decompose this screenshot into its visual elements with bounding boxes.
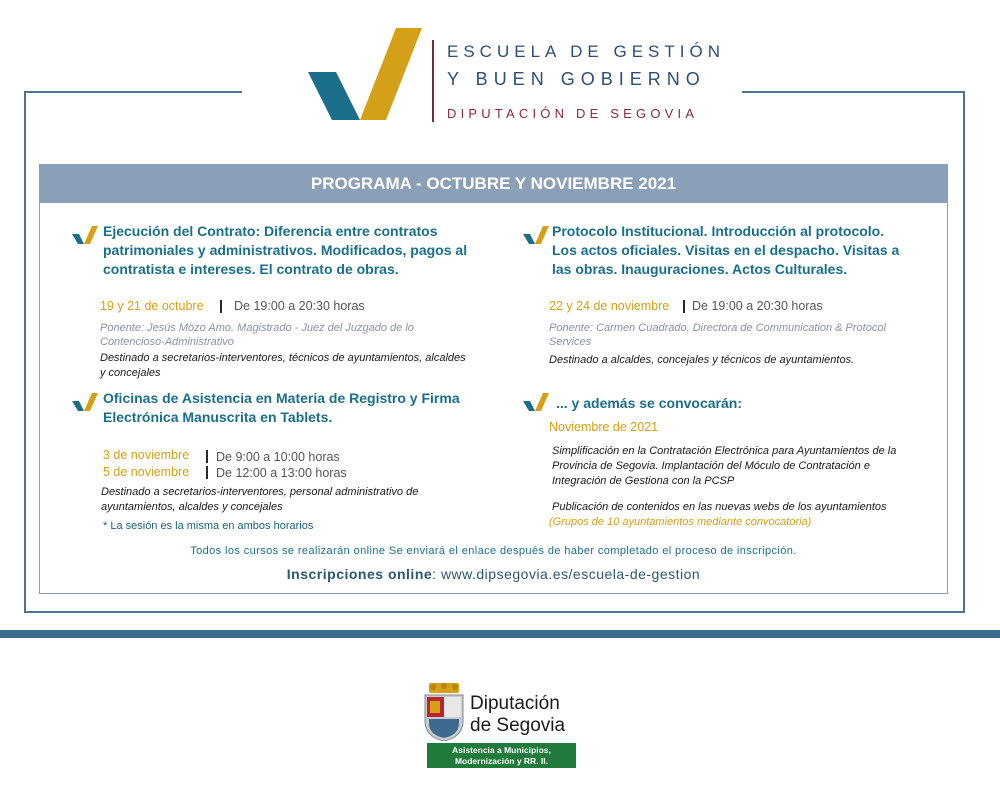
frame-line bbox=[24, 91, 26, 613]
extra-item: Simplificación en la Contratación Electrónica para Ayuntamientos de la Provincia de Segovia. Implantación del Móculo de Contratación e Integración de Gestiona con la PCSP bbox=[552, 445, 897, 487]
diputacion-name-line1: Diputación bbox=[470, 693, 560, 714]
course-target: Destinado a secretarios-interventores, personal administrativo de ayuntamientos, alcaldes y concejales bbox=[101, 486, 419, 513]
course-title: Oficinas de Asistencia en Materia de Registro y Firma Electrónica Manuscrita en Tablets. bbox=[103, 390, 460, 425]
course-hours: De 19:00 a 20:30 horas bbox=[692, 299, 823, 313]
course-speaker: Ponente: Carmen Cuadrado, Directora de Communication & Protocol Services bbox=[549, 322, 886, 348]
course-speaker: Ponente: Jesús Mozo Amo. Magistrado - Juez del Juzgado de lo Contencioso-Administrativo bbox=[100, 322, 414, 348]
logo-school-name: ESCUELA DE GESTIÓN bbox=[447, 42, 725, 61]
frame-line bbox=[24, 611, 965, 613]
extra-title: ... y además se convocarán: bbox=[556, 395, 742, 411]
checkmark-icon bbox=[523, 393, 549, 415]
course-date: 5 de noviembre bbox=[103, 465, 190, 479]
extra-month: Noviembre de 2021 bbox=[549, 420, 659, 434]
frame-line bbox=[963, 91, 965, 613]
program-header: PROGRAMA - OCTUBRE Y NOVIEMBRE 2021 bbox=[40, 165, 947, 203]
course-date: 19 y 21 de octubre bbox=[100, 299, 204, 313]
course-date: 3 de noviembre bbox=[103, 448, 190, 462]
signup-link[interactable]: : www.dipsegovia.es/escuela-de-gestion bbox=[432, 566, 701, 582]
diputacion-name-line2: de Segovia bbox=[470, 715, 566, 736]
separator bbox=[206, 466, 208, 479]
signup-line bbox=[40, 566, 947, 582]
course-hours: De 19:00 a 20:30 horas bbox=[234, 299, 365, 313]
separator bbox=[220, 300, 222, 313]
signup-label: Inscripciones online bbox=[286, 566, 433, 582]
course-hours: De 9:00 a 10:00 horas bbox=[216, 450, 340, 464]
escuela-logo-mark bbox=[308, 28, 426, 122]
separator bbox=[683, 300, 685, 313]
coat-of-arms-icon bbox=[421, 683, 467, 741]
department-bar bbox=[427, 743, 576, 768]
department-line1: Asistencia a Municipios, bbox=[452, 745, 551, 755]
checkmark-icon bbox=[72, 393, 98, 415]
course-date: 22 y 24 de noviembre bbox=[549, 299, 670, 313]
frame-line bbox=[742, 91, 964, 93]
course-target: Destinado a secretarios-interventores, técnicos de ayuntamientos, alcaldes y concejales bbox=[100, 352, 466, 379]
checkmark-icon bbox=[523, 226, 549, 248]
extra-item: Publicación de contenidos en las nuevas webs de los ayuntamientos bbox=[552, 501, 887, 513]
course-target: Destinado a alcaldes, concejales y técnicos de ayuntamientos. bbox=[549, 354, 855, 366]
session-note: * La sesión es la misma en ambos horarios bbox=[103, 520, 314, 532]
online-note: Todos los cursos se realizarán online Se enviará el enlace después de haber completado el proceso de inscripción. bbox=[190, 545, 797, 557]
logo-school-subtitle: Y BUEN GOBIERNO bbox=[447, 69, 706, 89]
department-line2: Modernización y RR. II. bbox=[454, 756, 549, 766]
separator bbox=[206, 450, 208, 463]
logo-divider bbox=[432, 40, 434, 122]
logo-institution: DIPUTACIÓN DE SEGOVIA bbox=[447, 106, 699, 121]
extra-item-note: (Grupos de 10 ayuntamientos mediante convocatoria) bbox=[549, 516, 812, 528]
frame-line bbox=[24, 91, 242, 93]
course-title: Ejecución del Contrato: Diferencia entre contratos patrimoniales y administrativos. Modificados, pagos al contratista e intereses. El contrato de obras. bbox=[103, 223, 468, 277]
checkmark-icon bbox=[72, 226, 98, 248]
divider-band bbox=[0, 630, 1000, 638]
course-hours: De 12:00 a 13:00 horas bbox=[216, 466, 347, 480]
course-title: Protocolo Institucional. Introducción al protocolo. Los actos oficiales. Visitas en el despacho. Visitas a las obras. Inauguraciones. Actos Culturales. bbox=[552, 223, 900, 277]
